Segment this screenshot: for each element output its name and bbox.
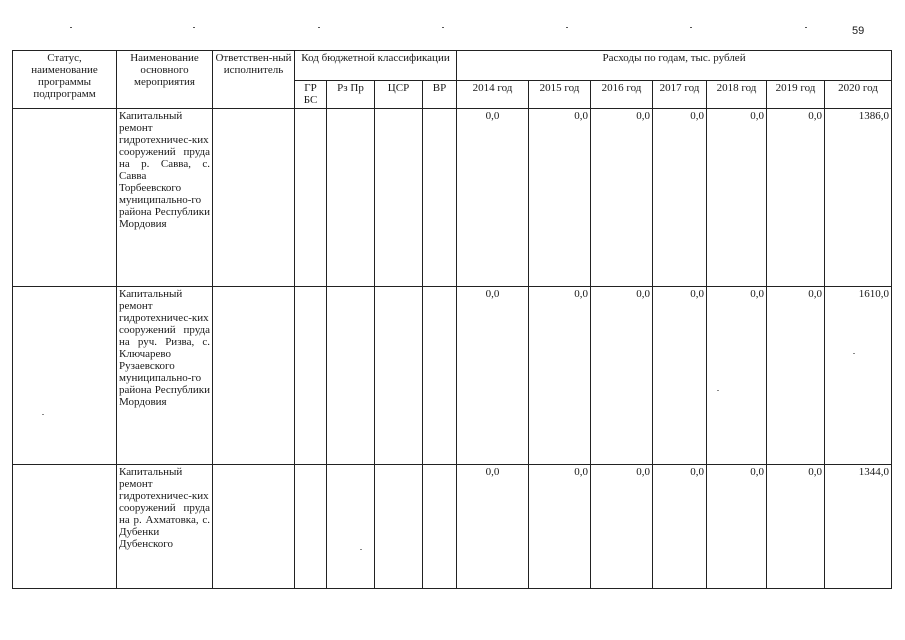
value-cell: 0,0 (707, 109, 767, 287)
table-row (13, 287, 892, 465)
code-cell (423, 287, 457, 465)
header-status: Статус, наименование программы подпрограмм (13, 51, 117, 109)
value-cell: 0,0 (457, 465, 529, 589)
code-cell (327, 287, 375, 465)
value-cell: 0,0 (529, 465, 591, 589)
activity-cell: Капитальный ремонт гидротехничес-ких сооружений пруда на р. Савва, с. Савва Торбеевского муниципально-го района Республики Мордовия (117, 109, 213, 287)
table-row (13, 109, 892, 287)
status-cell (13, 465, 117, 589)
value-cell: 0,0 (767, 287, 825, 465)
value-cell: 0,0 (653, 465, 707, 589)
scan-speck (193, 27, 195, 28)
scan-speck (566, 27, 568, 28)
scan-speck (318, 27, 320, 28)
value-cell: 0,0 (591, 287, 653, 465)
code-cell (375, 287, 423, 465)
scan-speck (42, 414, 44, 415)
value-cell: 0,0 (457, 287, 529, 465)
header-code-grbs: ГР БС (295, 81, 327, 109)
value-cell: 0,0 (707, 465, 767, 589)
header-year: 2018 год (707, 81, 767, 109)
scan-speck (805, 27, 807, 28)
header-year: 2016 год (591, 81, 653, 109)
code-cell (295, 109, 327, 287)
scan-speck (442, 27, 444, 28)
header-year: 2017 год (653, 81, 707, 109)
code-cell (327, 109, 375, 287)
value-cell: 0,0 (653, 287, 707, 465)
scan-speck (360, 549, 362, 550)
header-year: 2014 год (457, 81, 529, 109)
code-cell (423, 109, 457, 287)
executor-cell (213, 465, 295, 589)
scan-speck (717, 390, 719, 391)
scan-speck (690, 27, 692, 28)
status-cell (13, 109, 117, 287)
code-cell (295, 287, 327, 465)
header-expenses: Расходы по годам, тыс. рублей (457, 51, 892, 81)
activity-cell: Капитальный ремонт гидротехничес-ких сооружений пруда на р. Ахматовка, с. Дубенки Дубенского (117, 465, 213, 589)
header-code-csr: ЦСР (375, 81, 423, 109)
header-code-vr: ВР (423, 81, 457, 109)
table-row (13, 465, 892, 589)
header-executor: Ответствен-ный исполнитель (213, 51, 295, 109)
value-cell: 1386,0 (825, 109, 892, 287)
value-cell: 0,0 (591, 465, 653, 589)
header-activity: Наименование основного мероприятия (117, 51, 213, 109)
header-code-rzpr: Рз Пр (327, 81, 375, 109)
header-year: 2019 год (767, 81, 825, 109)
value-cell: 0,0 (591, 109, 653, 287)
value-cell: 0,0 (529, 287, 591, 465)
code-cell (375, 465, 423, 589)
code-cell (375, 109, 423, 287)
budget-table (12, 50, 892, 589)
value-cell: 0,0 (767, 109, 825, 287)
value-cell: 1610,0 (825, 287, 892, 465)
scan-speck (853, 353, 855, 354)
activity-cell: Капитальный ремонт гидротехничес-ких сооружений пруда на руч. Ризва, с. Ключарево Рузаевского муниципально-го района Республики Мордовия (117, 287, 213, 465)
page-number: 59 (852, 25, 865, 37)
executor-cell (213, 109, 295, 287)
header-year: 2020 год (825, 81, 892, 109)
value-cell: 1344,0 (825, 465, 892, 589)
status-cell (13, 287, 117, 465)
code-cell (423, 465, 457, 589)
header-row (13, 51, 892, 81)
scan-speck (70, 27, 72, 28)
value-cell: 0,0 (707, 287, 767, 465)
value-cell: 0,0 (529, 109, 591, 287)
code-cell (295, 465, 327, 589)
header-year: 2015 год (529, 81, 591, 109)
value-cell: 0,0 (767, 465, 825, 589)
executor-cell (213, 287, 295, 465)
value-cell: 0,0 (457, 109, 529, 287)
value-cell: 0,0 (653, 109, 707, 287)
header-budget-code: Код бюджетной классификации (295, 51, 457, 81)
code-cell (327, 465, 375, 589)
